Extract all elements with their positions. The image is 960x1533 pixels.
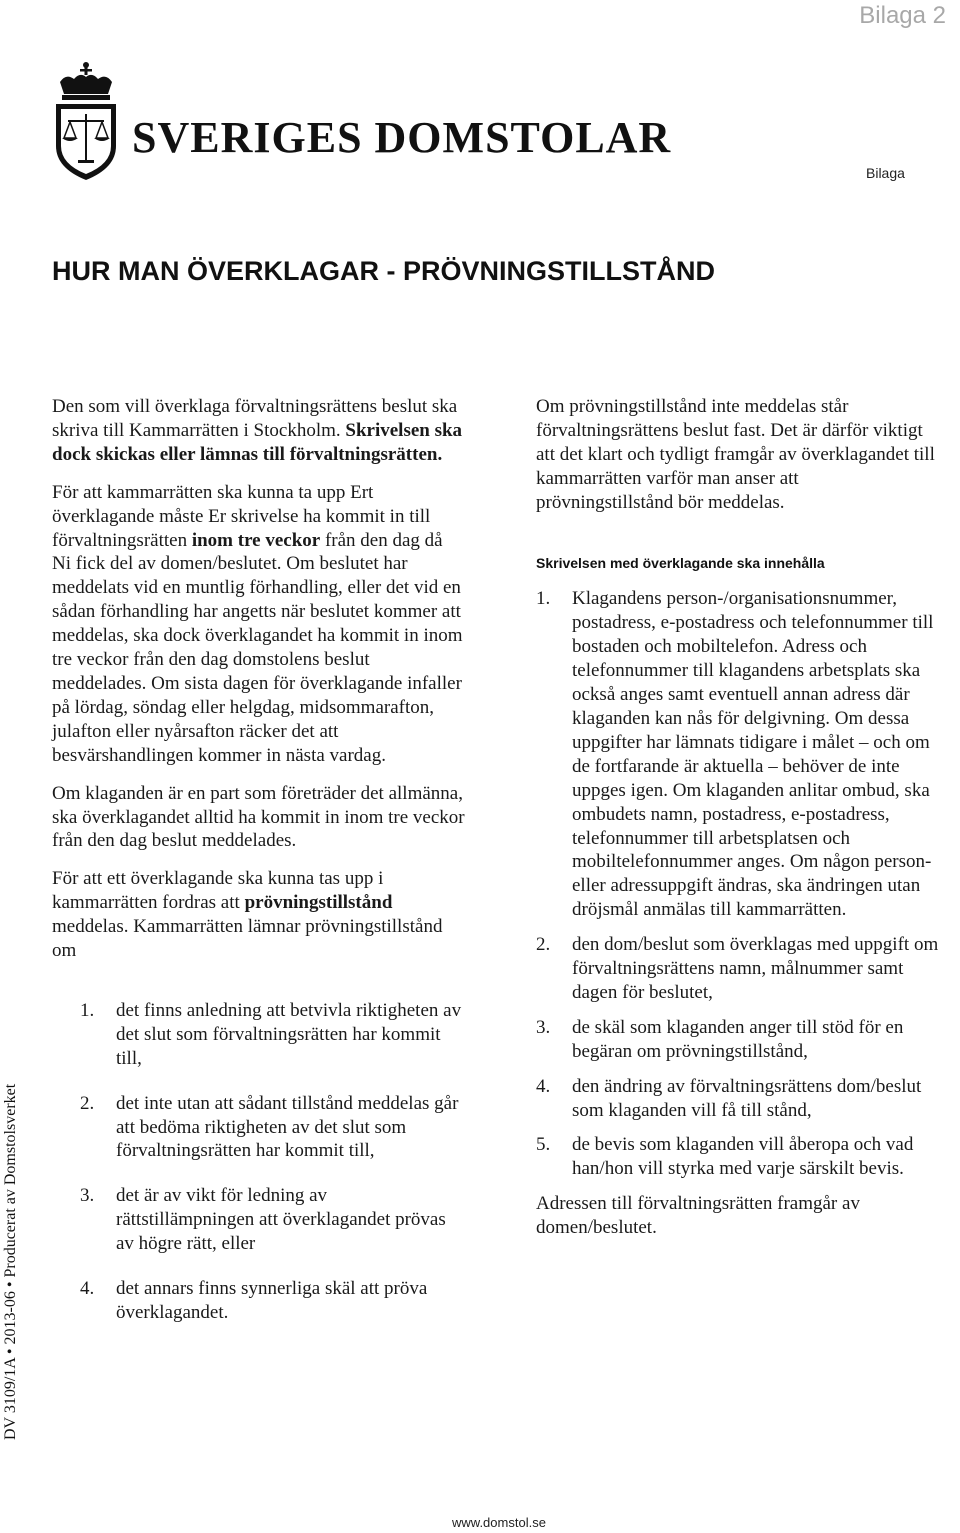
list-item (80, 1184, 466, 1256)
sveriges-domstolar-logo (50, 60, 672, 182)
list-text: Klagandens person-/organisationsnummer, postadress, e-postadress och telefonnummer till bostaden och mobiltelefon. Adress och telefonnummer till klagandens arbetsplats ska också anges samt eventuell annan adress där klaganden kan nås för delgivning. Om dessa uppgifter har lämnats tidigare i målet – och om de fortfarande är aktuella – behöver de inte uppges igen. Om klaganden anlitar ombud, ska ombudets namn, postadress, e-postadress, telefonnummer till arbetsplatsen och mobiltelefonnummer anges. Om någon person- eller adressuppgift ändras, ska ändringen utan dröjsmål anmälas till kammarrätten. (572, 588, 934, 921)
list-number: 3. (536, 1016, 551, 1038)
leave-text-a: För att ett överklagande ska kunna tas upp i kammarrätten fordras att (52, 868, 384, 914)
list-text: det finns anledning att betvivla riktigheten av det slut som förvaltningsrätten har kommit till, (116, 999, 462, 1069)
intro-paragraph (52, 395, 466, 467)
list-number: 2. (80, 1092, 95, 1114)
deadline-bold: inom tre veckor (191, 529, 321, 551)
list-text: de bevis som klaganden vill åberopa och vad han/hon vill styrka med varje särskilt bevis. (572, 1134, 914, 1180)
crown-scales-emblem-icon (50, 60, 122, 182)
right-intro-paragraph: Om prövningstillstånd inte meddelas står förvaltningsrättens beslut fast. Det är därför viktigt att det klart och tydligt framgår av överklagandet till kammarrätten varför man anser att prövningstillstånd bör meddelas. (536, 396, 935, 513)
intro-bold-text: Skrivelsen ska dock skickas eller lämnas till förvaltningsrätten. (52, 419, 463, 465)
intro-text: Den som vill överklaga förvaltningsrättens beslut ska skriva till Kammarrätten i Stockholm. (52, 396, 458, 441)
right-column (536, 395, 940, 1254)
left-column (52, 395, 466, 1346)
contents-list (536, 587, 940, 1181)
list-item (536, 1133, 940, 1181)
list-number: 5. (536, 1134, 551, 1156)
deadline-text-a: För att kammarrätten ska kunna ta upp Ert överklagande måste Er skrivelse ha kommit in till förvaltningsrätten (52, 481, 431, 551)
list-text: den dom/beslut som överklagas med uppgift om förvaltningsrättens namn, målnummer samt dagen för beslutet, (572, 934, 939, 1003)
deadline-paragraph (52, 481, 466, 768)
list-number: 4. (536, 1075, 551, 1097)
annex-corner-label: Bilaga 2 (859, 2, 946, 29)
list-number: 2. (536, 934, 551, 956)
list-number: 3. (80, 1185, 95, 1207)
leave-conditions-list (52, 999, 466, 1325)
logo-wordmark: SVERIGES DOMSTOLAR (132, 113, 672, 162)
list-text: de skäl som klaganden anger till stöd för en begäran om prövningstillstånd, (572, 1016, 904, 1062)
public-party-paragraph: Om klaganden är en part som företräder det allmänna, ska överklagandet alltid ha kommit in inom tre veckor från den dag beslut meddelades. (52, 782, 465, 852)
side-print-info: DV 3109/1A • 2013-06 • Producerat av Domstolsverket (2, 1083, 19, 1440)
list-number: 4. (80, 1278, 95, 1300)
list-item (536, 933, 940, 1005)
list-item (80, 1277, 466, 1325)
contents-subheading: Skrivelsen med överklagande ska innehålla (536, 554, 825, 571)
list-text: det annars finns synnerliga skäl att pröva överklagandet. (116, 1278, 428, 1323)
leave-bold: prövningstillstånd (244, 892, 393, 914)
list-item (536, 587, 940, 922)
list-item (536, 1075, 940, 1123)
list-number: 1. (536, 588, 551, 610)
deadline-text-b: från den dag då Ni fick del av domen/beslutet. Om beslutet har meddelats vid en muntlig förhandling, eller det vid en sådan förhandling har angetts när beslutet kommer att meddelas, ska dock överklagandet ha kommit in inom tre veckor från den dag domstolens beslut meddelades. Om sista dagen för överklagande infaller på lördag, söndag eller helgdag, midsommarafton, julafton eller nyårsafton räcker det att besvärshandlingen kommer in nästa vardag. (52, 529, 463, 766)
list-text: det inte utan att sådant tillstånd meddelas går att bedöma riktigheten av det slut som förvaltningsrätten har kommit till, (116, 1092, 459, 1162)
leave-to-appeal-paragraph (52, 867, 466, 963)
list-item (536, 1016, 940, 1064)
list-text: den ändring av förvaltningsrättens dom/beslut som klaganden vill få till stånd, (572, 1075, 922, 1121)
list-item (80, 1092, 466, 1164)
footer-url[interactable]: www.domstol.se (452, 1515, 546, 1530)
list-text: det är av vikt för ledning av rättstillämpningen att överklagandet prövas av högre rätt, eller (116, 1185, 446, 1255)
list-number: 1. (80, 999, 95, 1021)
list-item (80, 999, 466, 1071)
closing-paragraph: Adressen till förvaltningsrätten framgår av domen/beslutet. (536, 1193, 860, 1239)
leave-text-b: meddelas. Kammarrätten lämnar prövningstillstånd om (52, 916, 443, 962)
page-title: HUR MAN ÖVERKLAGAR - PRÖVNINGSTILLSTÅND (52, 256, 715, 286)
annex-label: Bilaga (866, 165, 905, 181)
